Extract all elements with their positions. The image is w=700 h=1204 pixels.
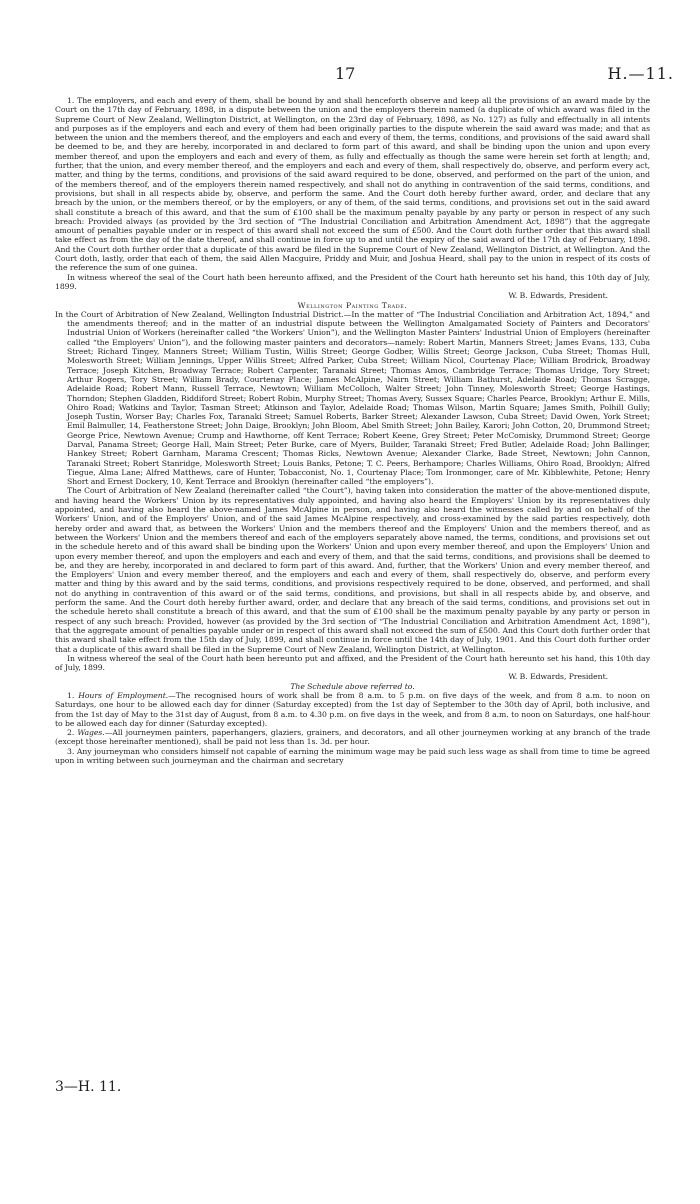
award2-paragraph: The Court of Arbitration of New Zealand (hereinafter called “the Court”), having taken into consideration the matter of the above-mentioned dispute, and having heard the Workers' Union by its representatives duly appointed, and having also heard the Employers' Union by its representatives duly appointed, and having also heard the above-named James McAlpine in person, and having also heard the witnesses called by and on behalf of the Workers' Union, and of the Employers' Union, and of the said James McAlpine respectively, and cross-examined by the said parties respectively, doth hereby order and award that, as between the Workers' Union and the members thereof and the Employers' Union and the members thereof, and as between the Workers' Union and the members thereof and each of the employers separately above named, the terms, conditions, and provisions set out in the schedule hereto and of this award shall be binding upon the Workers' Union and upon every member thereof, and upon the Employers' Union and upon every member thereof, and upon the employers and each and every of them, and that the said terms, conditions, and provisions shall be deemed to be, and they are hereby, incorporated in and declared to form part of this award. And, further, that the Workers' Union and every member thereof, and the Employers' Union and every member thereof, and the employers and each and every of them, shall respectively do, observe, and perform every matter and thing by this award and by the said terms, conditions, and provisions respectively required to be done, observed, and performed, and shall not do anything in contravention of this award or of the said terms, conditions, and provisions, but shall in all respects abide by, and observe, and perform the same. And the Court doth hereby further award, order, and declare that any breach of the said terms, conditions, and provisions set out in the schedule hereto shall constitute a breach of this award, and that the sum of £100 shall be the maximum penalty payable by any party or person in respect of any such breach: Provided, however (as provided by the 3rd section of “The Industrial Conciliation and Arbitration Amendment Act, 1898”), that the aggregate amount of penalties payable under or in respect of this award shall not exceed the sum of £500. And this Court doth further order that this award shall take effect from the 15th day of July, 1899, and shall continue in force until the 14th day of July, 1901. And this Court doth further order that a duplicate of this award shall be filed in the Supreme Court of New Zealand, Wellington District, at Wellington. [55,486,650,654]
schedule-item-3: 3. Any journeyman who considers himself not capable of earning the minimum wage may be paid such less wage as shall from time to time be agreed upon in writing between such journeyman and the chairman and secretary [55,746,650,766]
section-heading: Wellington Painting Trade. [297,300,408,310]
award2-intro: In the Court of Arbitration of New Zealand, Wellington Industrial District.—In the matter of “The Industrial Conciliation and Arbitration Act, 1894,” and the amendments thereof; and in the matter of an industrial dispute between the Wellington Amalgamated Society of Painters and Decorators' Industrial Union of Workers (hereinafter called “the Workers' Union”), and the Wellington Master Painters' Industrial Union of Employers (hereinafter called “the Employers' Union”), and the following master painters and decorators—namely: Robert Martin, Manners Street; James Evans, 133, Cuba Street; Richard Tingey, Manners Street; William Tustin, Willis Street; George Godber, Willis Street; George Jackson, Cuba Street; Thomas Hull, Molesworth Street; William Jennings, Upper Willis Street; Alfred Parker, Cuba Street; William Nicol, Courtenay Place; William Brodrick, Broadway Terrace; Joseph Kitchen, Broadway Terrace; Robert Carpenter, Taranaki Street; Thomas Amos, Cambridge Terrace; Thomas Uridge, Tory Street; Arthur Rogers, Tory Street; William Brady, Courtenay Place; James McAlpine, Nairn Street; William Bathurst, Adelaide Road; Thomas Scragge, Adelaide Road; Robert Mann, Russell Terrace, Newtown; William McColloch, Walter Street; John Tinney, Molesworth Street; George Hastings, Thorndon; Stephen Gladden, Riddiford Street; Robert Robin, Murphy Street; Thomas Avery, Sussex Square; Charles Pearce, Brooklyn; Arthur E. Mills, Ohiro Road; Watkins and Taylor, Tasman Street; Atkinson and Taylor, Adelaide Road; Thomas Wilson, Martin Square; James Smith, Polhill Gully; Joseph Tustin, Worser Bay; Charles Fox, Taranaki Street; Samuel Roberts, Barker Street; Alexander Lawson, Cuba Street; David Owen, York Street; Emil Balmuller, 14, Featherstone Street; John Daige, Brooklyn; John Bloom, Abel Smith Street; John Bailey, Karori; John Cotton, 20, Drummond Street; George Price, Newtown Avenue; Crump and Hawthorne, off Kent Terrace; Robert Keene, Grey Street; Peter McComisky, Drummond Street; George Darval, Panama Street; George Hall, Main Street; Peter Burke, care of Myers, Builder, Taranaki Street; Fred Butler, Adelaide Road; John Ballinger, Hankey Street; Robert Garnham, Marama Crescent; Thomas Ricks, Newtown Avenue; Alexander Clarke, Bade Street, Newtown; John Cannon, Taranaki Street; Robert Stanridge, Molesworth Street; Louis Banks, Petone; T. C. Peers, Berhampore; Charles Williams, Ohiro Road, Brooklyn; Alfred Tiegue, Alma Lane; Alfred Matthews, care of Hunter, Tobacconist, No. 1, Courtenay Place; Tom Ironmonger, care of Mr. Kibblewhite, Petone; Henry Short and Ernest Dockery, 10, Kent Terrace and Brooklyn (hereinafter called “the employers”). [55,309,650,487]
award2-signature: W. B. Edwards, President. [508,672,608,682]
award1-signature-line [55,291,650,300]
page-number: 17 [335,64,356,83]
award1-signature: W. B. Edwards, President. [508,291,608,301]
award1-witness: In witness whereof the seal of the Court hath been hereunto affixed, and the President of the Court hath hereunto set his hand, this 10th day of July, 1899. [55,272,650,291]
award1-witness-line [55,273,650,292]
schedule-item-2: 2. Wages.—All journeymen painters, paperhangers, glaziers, grainers, and decorators, and all other journeymen working at any branch of the trade (except those hereinafter mentioned), shall be paid not less than 1s. 3d. per hour. [55,728,650,747]
signature-mark: 3—H. 11. [55,1079,122,1095]
schedule-item-2-title: Wages. [77,728,105,738]
schedule-item-1-text: —The recognised hours of work shall be from 8 a.m. to 5 p.m. on five days of the week, and from 8 a.m. to noon on Saturdays, one hour to be allowed each day for dinner (Saturday excepted) from the 1st day of September to the 30th day of April, both inclusive, and from the 1st day of May to the 31st day of August, from 8 a.m. to 4.30 p.m. on five days in the week, and from 8 a.m. to noon on Saturdays, one half-hour to be allowed each day for dinner (Saturday excepted). [55,691,650,728]
schedule-item-1: 1. Hours of Employment.—The recognised hours of work shall be from 8 a.m. to 5 p.m. on five days of the week, and from 8 a.m. to noon on Saturdays, one hour to be allowed each day for dinner (Saturday excepted) from the 1st day of September to the 30th day of April, both inclusive, and from the 1st day of May to the 31st day of August, from 8 a.m. to 4.30 p.m. on five days in the week, and from 8 a.m. to noon on Saturdays, one half-hour to be allowed each day for dinner (Saturday excepted). [55,691,650,728]
document-reference: H.—11. [607,64,674,83]
schedule-item-2-text: —All journeymen painters, paperhangers, glaziers, grainers, and decorators, and all other journeymen working at any branch of the trade (except those hereinafter mentioned), shall be paid not less than 1s. 3d. per hour. [55,728,650,747]
schedule-heading: The Schedule above referred to. [290,681,415,691]
award2-signature-line [55,672,650,681]
award1-paragraph: 1. The employers, and each and every of them, shall be bound by and shall henceforth observe and keep all the provisions of an award made by the Court on the 17th day of February, 1898, in a dispute between the union and the employers therein named (a duplicate of which award was filed in the Supreme Court of New Zealand, Wellington District, at Wellington, on the 23rd day of February, 1898, as No. 127) as fully and effectually in all intents and purposes as if the employers and each and every of them had been originally parties to the dispute wherein the said award was made; and that as between the union and the members thereof, and the employers and each and every of them, the terms, conditions, and provisions of the said award shall be deemed to be, and they are hereby, incorporated in and declared to form part of this award, and shall be binding upon the union and upon every member thereof, and upon the employers and each and every of them, as fully and effectually as though the same were herein set forth at length; and, further, that the union, and every member thereof, and the employers and each and every of them, shall respectively do, observe, and perform every act, matter, and thing by the terms, conditions, and provisions of the said award required to be done, observed, and performed on the part of the union, and of the members thereof, and of the employers therein named respectively, and shall not do anything in contravention of the said terms, conditions, and provisions, but shall in all respects abide by, observe, and perform the same. And the Court doth hereby further award, order, and declare that any breach by the union, or the members thereof, or by the employers, or any of them, of the said terms, conditions, and provisions set out in the said award shall constitute a breach of this award, and that the sum of £100 shall be the maximum penalty payable by any party or person in respect of any such breach: Provided always (as provided by the 3rd section of “The Industrial Conciliation and Arbitration Amendment Act, 1898”) that the aggregate amount of penalties payable under or in respect of this award shall not exceed the sum of £500. And the Court doth further order that this award shall take effect as from the day of the date thereof, and shall continue in force up to and until the expiry of the said award of the 17th day of February, 1898. And the Court doth further order that a duplicate of this award be filed in the Supreme Court of New Zealand, Wellington District, at Wellington. And the Court doth, lastly, order that each of them, the said Allen Macguire, Priddy and Muir, and Joshua Heard, shall pay to the union in respect of its costs of the reference the sum of one guinea. [55,96,650,273]
award2-witness: In witness whereof the seal of the Court hath been hereunto put and affixed, and the President of the Court hath hereunto set his hand, this 10th day of July, 1899. [55,653,650,673]
document-body [55,96,650,765]
schedule-item-1-title: Hours of Employment. [78,691,169,700]
